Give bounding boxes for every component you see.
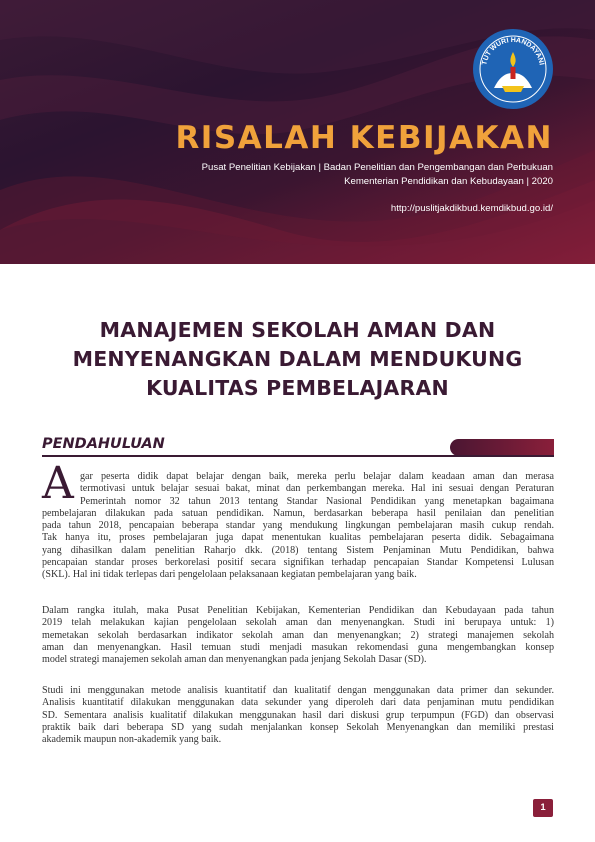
text-line: Analisis kuantitatif dilakukan menggunakan data sekunder yang diperoleh dari data penjaminan mutu pendidikan <box>42 697 554 709</box>
text-line: pembelajaran dilakukan pada satuan pendidikan. Namun, berdasarkan beberapa hasil penilaian dan penelitian <box>42 507 554 519</box>
text-line: (SKL). Hal ini tidak terlepas dari pengelolaan pelaksanaan kegiatan pembelajaran yang baik. <box>42 569 417 581</box>
section-title: PENDAHULUAN <box>42 436 165 452</box>
text-line: Tak hanya itu, proses pembelajaran juga dapat menentukan kualitas pembelajaran peserta didik. Sebagaimana <box>42 532 554 544</box>
page-number: 1 <box>533 799 553 817</box>
publisher-line-1: Pusat Penelitian Kebijakan | Badan Penelitian dan Pengembangan dan Perbukuan <box>201 162 553 173</box>
text-line: model strategi manajemen sekolah aman dan menyenangkan pada jenjang Sekolah Dasar (SD). <box>42 654 427 666</box>
text-line: Studi ini menggunakan metode analisis kuantitatif dan kualitatif dengan menggunakan data primer dan sekunder. <box>42 685 554 696</box>
text-line: Pemerintah nomor 32 tahun 2013 tentang Standar Nasional Pendidikan yang menetapkan bagaimana <box>80 495 554 507</box>
paragraph-objectives <box>42 605 554 666</box>
text-line: Dalam rangka itulah, maka Pusat Penelitian Kebijakan, Kementerian Pendidikan dan Kebudayaan pada tahun <box>42 605 554 616</box>
text-line: praktik baik dari beberapa SD yang sudah menjalankan konsep Sekolah Menyenangkan dan memiliki prestasi <box>42 721 554 733</box>
section-accent-pill <box>450 439 554 456</box>
title-line-3: KUALITAS PEMBELAJARAN <box>146 376 449 400</box>
text-line: memetakan sekolah berdasarkan indikator sekolah aman dan menyenangkan; 2) strategi manajemen sekolah <box>42 629 554 641</box>
tut-wuri-handayani-logo-icon <box>472 28 554 110</box>
paragraph-methods <box>42 685 554 746</box>
text-line: yang dihasilkan dalam penelitian Raharjo dkk. (2018) tentang Sistem Penjaminan Mutu Pendidikan, bahwa <box>42 544 554 556</box>
title-line-2: MENYENANGKAN DALAM MENDUKUNG <box>72 347 523 371</box>
text-line: aman dan menyenangkan. Hasil temuan studi menjadi masukan rekomendasi guna mengembangkan konsep <box>42 641 554 653</box>
text-line: pada tahun 2018, pencapaian beberapa standar yang mendukung lingkungan pembelajaran masih cukup rendah. <box>42 520 554 532</box>
publisher-line-2: Kementerian Pendidikan dan Kebudayaan | 2020 <box>344 176 553 187</box>
text-line: pencapaian standar proses berkorelasi positif secara signifikan terhadap pencapaian Standar Kompetensi Lulusan <box>42 557 554 569</box>
publisher-info <box>133 161 553 189</box>
publication-brand: RISALAH KEBIJAKAN <box>175 120 553 156</box>
document-title <box>40 316 555 403</box>
drop-cap: A <box>42 458 74 509</box>
text-line: gar peserta didik dapat belajar dengan baik, mereka perlu belajar dalam keadaan aman dan merasa <box>80 471 554 482</box>
section-divider <box>42 455 554 457</box>
text-line: akademik maupun non-akademik yang baik. <box>42 734 222 746</box>
section-heading <box>42 436 554 458</box>
text-line: 2019 telah melakukan kajian pengelolaan sekolah aman dan menyenangkan. Studi ini berupaya untuk: 1) <box>42 617 554 629</box>
header-banner <box>0 0 595 264</box>
paragraph-intro <box>42 471 554 582</box>
website-link[interactable]: http://puslitjakdikbud.kemdikbud.go.id/ <box>390 203 553 214</box>
text-line: SD. Sementara analisis kualitatif dilakukan menggunakan hasil dari diskusi grup terpumpun (FGD) dan observasi <box>42 709 554 721</box>
text-line: termotivasi untuk belajar sesuai bakat, minat dan perkembangan mereka. Hal ini sesuai dengan Peraturan <box>80 483 554 495</box>
logo-text: TUT WURI HANDAYANI <box>481 36 545 66</box>
title-line-1: MANAJEMEN SEKOLAH AMAN DAN <box>99 318 496 342</box>
